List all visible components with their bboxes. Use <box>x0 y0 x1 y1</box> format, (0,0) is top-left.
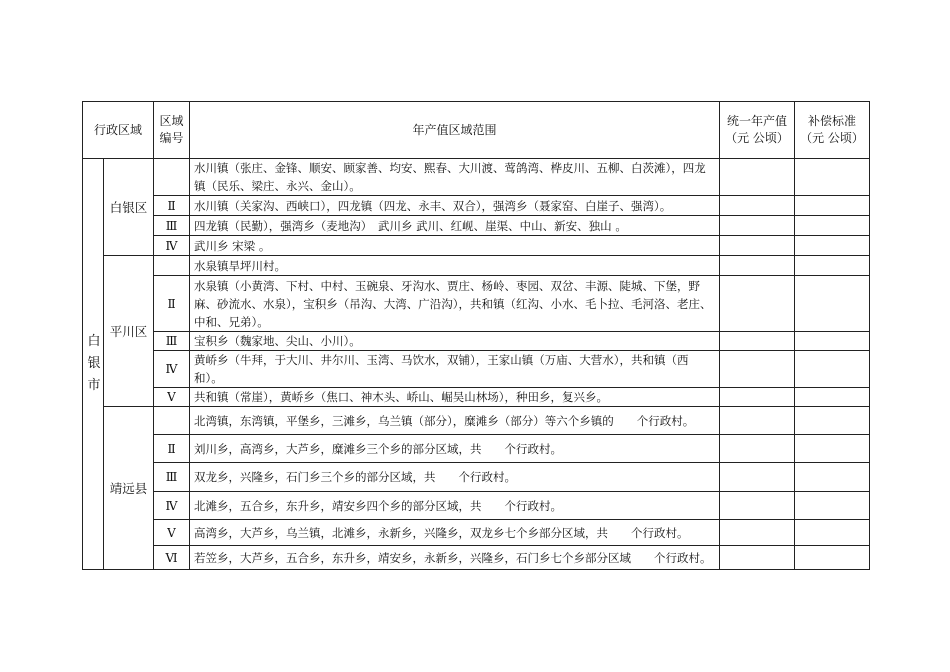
zone-scope: 四龙镇（民勤），强湾乡（麦地沟） 武川乡 武川、红岘、崖渠、中山、新安、独山 。 <box>190 216 720 236</box>
zone-scope: 若笠乡，大芦乡，五合乡，东升乡，靖安乡，永新乡，兴隆乡，石门乡七个乡部分区域 个行政村。 <box>190 546 720 570</box>
table-row <box>83 546 870 570</box>
zone-no: Ⅳ <box>154 492 190 520</box>
output-cell <box>720 351 795 388</box>
comp-cell <box>795 407 870 435</box>
header-output: 统一年产值（元 公顷） <box>720 102 795 159</box>
zone-scope: 黄峤乡（牛拜，于大川、井尔川、玉湾、马饮水，双铺），王家山镇（万庙、大营水），共和镇（西和）。 <box>190 351 720 388</box>
zone-scope: 北湾镇，东湾镇，平堡乡，三滩乡，乌兰镇（部分），糜滩乡（部分）等六个乡镇的 个行政村。 <box>190 407 720 435</box>
table-row <box>83 276 870 332</box>
table-row <box>83 196 870 216</box>
zone-no: Ⅱ <box>154 435 190 463</box>
comp-cell <box>795 435 870 463</box>
table-row <box>83 159 870 196</box>
output-cell <box>720 546 795 570</box>
table-row <box>83 351 870 388</box>
zone-no: Ⅱ <box>154 196 190 216</box>
comp-cell <box>795 463 870 492</box>
table-row <box>83 435 870 463</box>
zone-no: Ⅲ <box>154 463 190 492</box>
output-cell <box>720 492 795 520</box>
header-scope: 年产值区域范围 <box>190 102 720 159</box>
table-row <box>83 216 870 236</box>
table-row <box>83 256 870 276</box>
table-row <box>83 332 870 351</box>
comp-cell <box>795 520 870 546</box>
zone-no: Ⅴ <box>154 520 190 546</box>
output-cell <box>720 236 795 256</box>
zone-scope: 武川乡 宋梁 。 <box>190 236 720 256</box>
comp-cell <box>795 388 870 407</box>
zone-no <box>154 159 190 196</box>
zone-no: Ⅲ <box>154 216 190 236</box>
comp-cell <box>795 332 870 351</box>
comp-cell <box>795 546 870 570</box>
zone-scope: 刘川乡，高湾乡，大芦乡，糜滩乡三个乡的部分区域，共 个行政村。 <box>190 435 720 463</box>
zone-scope: 双龙乡，兴隆乡，石门乡三个乡的部分区域，共 个行政村。 <box>190 463 720 492</box>
comp-cell <box>795 216 870 236</box>
zone-scope: 高湾乡，大芦乡，乌兰镇，北滩乡，永新乡，兴隆乡，双龙乡七个乡部分区域，共 个行政村。 <box>190 520 720 546</box>
header-row <box>83 102 870 159</box>
comp-cell <box>795 492 870 520</box>
comp-cell <box>795 159 870 196</box>
table-row <box>83 388 870 407</box>
output-cell <box>720 520 795 546</box>
output-cell <box>720 463 795 492</box>
output-cell <box>720 276 795 332</box>
zone-no: Ⅳ <box>154 351 190 388</box>
header-comp: 补偿标准（元 公顷） <box>795 102 870 159</box>
comp-cell <box>795 351 870 388</box>
zone-no: Ⅴ <box>154 388 190 407</box>
output-cell <box>720 159 795 196</box>
table-row <box>83 407 870 435</box>
zone-scope: 水泉镇旱坪川村。 <box>190 256 720 276</box>
output-cell <box>720 388 795 407</box>
district-baiyin: 白银区 <box>104 159 154 256</box>
output-cell <box>720 435 795 463</box>
zone-scope: 宝积乡（魏家地、尖山、小川）。 <box>190 332 720 351</box>
comp-cell <box>795 256 870 276</box>
output-cell <box>720 256 795 276</box>
comp-cell <box>795 276 870 332</box>
zone-no: Ⅵ <box>154 546 190 570</box>
output-cell <box>720 196 795 216</box>
zone-scope: 共和镇（常崖），黄峤乡（焦口、神木头、峤山、崛吴山林场），种田乡，复兴乡。 <box>190 388 720 407</box>
zone-no <box>154 256 190 276</box>
header-zone-no: 区域编号 <box>154 102 190 159</box>
header-region: 行政区域 <box>83 102 154 159</box>
zone-no: Ⅲ <box>154 332 190 351</box>
comp-cell <box>795 236 870 256</box>
output-cell <box>720 407 795 435</box>
comp-cell <box>795 196 870 216</box>
output-cell <box>720 216 795 236</box>
district-pingchuan: 平川区 <box>104 256 154 407</box>
compensation-table <box>82 101 870 570</box>
zone-scope: 北滩乡，五合乡，东升乡，靖安乡四个乡的部分区域，共 个行政村。 <box>190 492 720 520</box>
output-cell <box>720 332 795 351</box>
zone-scope: 水泉镇（小黄湾、下村、中村、玉碗泉、牙沟水、贾庄、杨岭、枣园、双岔、丰源、陡城、下堡，野麻、砂流水、水泉），宝积乡（吊沟、大湾、广沿沟），共和镇（红沟、小水、毛卜拉、毛河洛、老庄、中和、兄弟）。 <box>190 276 720 332</box>
zone-no: Ⅳ <box>154 236 190 256</box>
zone-scope: 水川镇（关家沟、西峡口），四龙镇（四龙、永丰、双合），强湾乡（聂家窑、白崖子、强湾）。 <box>190 196 720 216</box>
city-name: 白银市 <box>87 334 101 393</box>
table-row <box>83 492 870 520</box>
table-row <box>83 520 870 546</box>
zone-no <box>154 407 190 435</box>
district-jingyuan: 靖远县 <box>104 407 154 570</box>
city-cell <box>83 159 104 570</box>
zone-scope: 水川镇（张庄、金锋、顺安、顾家善、均安、熙春、大川渡、莺鸽湾、桦皮川、五柳、白茨滩），四龙镇（民乐、梁庄、永兴、金山）。 <box>190 159 720 196</box>
table-row <box>83 236 870 256</box>
zone-no: Ⅱ <box>154 276 190 332</box>
table-row <box>83 463 870 492</box>
